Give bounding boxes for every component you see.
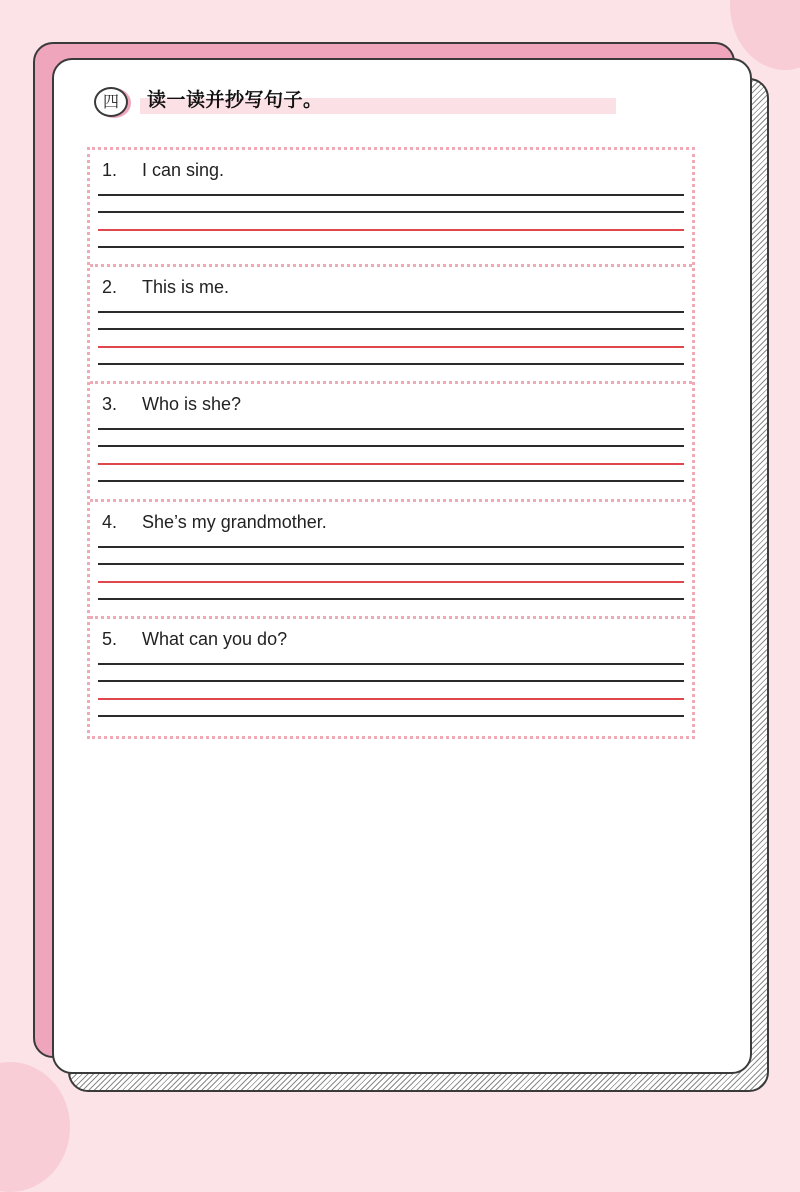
writing-line: [98, 311, 684, 313]
writing-line: [98, 480, 684, 482]
item-sentence: Who is she?: [142, 394, 242, 415]
writing-line: [98, 546, 684, 548]
writing-line: [98, 680, 684, 682]
writing-baseline-red: [98, 698, 684, 700]
exercise-item: [90, 384, 692, 501]
item-sentence: She’s my grandmother.: [142, 511, 327, 532]
copy-exercise: [87, 147, 695, 739]
writing-line: [98, 246, 684, 248]
writing-line: [98, 194, 684, 196]
writing-baseline-red: [98, 346, 684, 348]
section-number-badge: 四: [94, 87, 128, 117]
writing-line: [98, 445, 684, 447]
decor-blob-bottom-left: [0, 1062, 70, 1192]
item-number: 2.: [102, 277, 118, 298]
item-sentence: What can you do?: [142, 628, 288, 649]
writing-baseline-red: [98, 229, 684, 231]
writing-baseline-red: [98, 463, 684, 465]
exercise-item: [90, 267, 692, 384]
writing-line: [98, 211, 684, 213]
item-number: 5.: [102, 628, 118, 649]
writing-line: [98, 563, 684, 565]
exercise-item: [90, 502, 692, 619]
writing-line: [98, 328, 684, 330]
writing-line: [98, 428, 684, 430]
section-title: 读一读并抄写句子。: [147, 89, 323, 111]
item-sentence: This is me.: [142, 277, 230, 298]
exercise-item: [90, 150, 692, 267]
item-number: 1.: [102, 160, 118, 180]
writing-line: [98, 598, 684, 600]
item-sentence: I can sing.: [142, 160, 225, 180]
writing-line: [98, 663, 684, 665]
writing-line: [98, 363, 684, 365]
writing-line: [98, 715, 684, 717]
item-number: 4.: [102, 511, 118, 532]
item-number: 3.: [102, 394, 118, 415]
exercise-item: [90, 619, 692, 736]
writing-baseline-red: [98, 581, 684, 583]
